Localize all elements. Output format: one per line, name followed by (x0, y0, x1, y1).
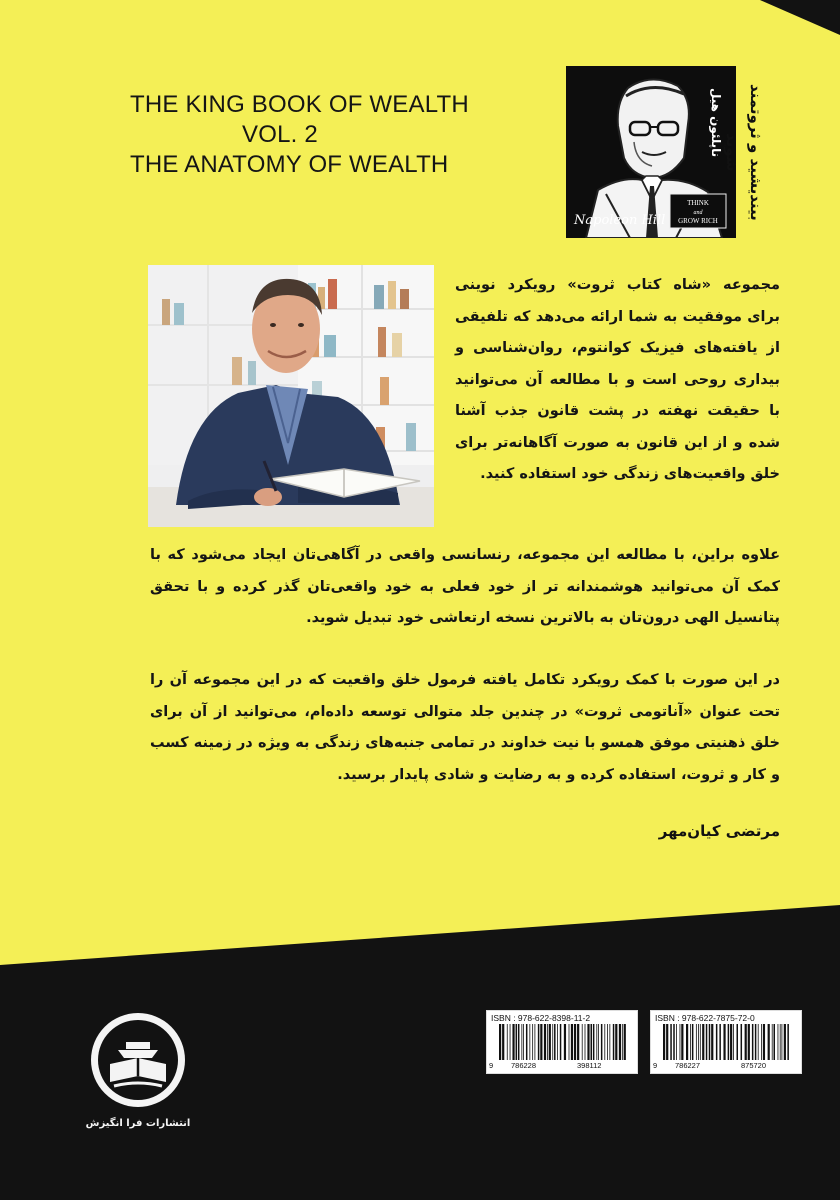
barcode-stripe (666, 1024, 668, 1060)
barcode-stripe (615, 1024, 617, 1060)
barcode-stripe (529, 1024, 530, 1060)
barcode-stripe (706, 1024, 708, 1060)
barcode-stripe (745, 1024, 747, 1060)
barcode-stripe (526, 1024, 528, 1060)
barcode-stripe (696, 1024, 697, 1060)
barcode-stripe (569, 1024, 570, 1060)
barcode-stripe (596, 1024, 597, 1060)
paragraph-2: علاوه براین، با مطالعه این مجموعه، رنسانسی واقعی در آگاهی‌تان ایجاد می‌شود که با کمک آن می‌توانید هوشمندانه تر از خود فعلی به خود واقعی‌تان گذر کرده و با تحقق پتانسیل الهی درون‌تان به بالاترین نسخه ارتعاشی خود تبدیل شوید. (150, 547, 780, 626)
barcode-stripe (540, 1024, 542, 1060)
barcode-digit-prefix: 9 (653, 1061, 658, 1070)
barcode-stripe (709, 1024, 711, 1060)
barcode-stripe (574, 1024, 576, 1060)
related-author-name: ناپلئون هیل (709, 88, 723, 158)
barcode-stripe (564, 1024, 566, 1060)
barcode-stripe (778, 1024, 779, 1060)
barcode-stripe (619, 1024, 621, 1060)
barcode-stripe (719, 1024, 721, 1060)
barcode-stripe (782, 1024, 783, 1060)
barcode-stripe (686, 1024, 688, 1060)
publisher-logo (88, 1010, 188, 1110)
barcode-stripe (613, 1024, 615, 1060)
barcode-stripe (502, 1024, 504, 1060)
barcode-stripe (755, 1024, 757, 1060)
english-title (130, 90, 469, 180)
barcode-stripe (752, 1024, 754, 1060)
barcode-stripe (549, 1024, 551, 1060)
barcode-stripe (571, 1024, 573, 1060)
barcode-stripe (774, 1024, 776, 1060)
barcode-stripe (670, 1024, 672, 1060)
barcode-stripe (624, 1024, 626, 1060)
badge-line-3: GROW RICH (678, 217, 718, 225)
barcode-stripe (557, 1024, 558, 1060)
barcode-stripe (692, 1024, 694, 1060)
title-line-1: THE KING BOOK OF WEALTH (130, 91, 469, 118)
barcode-stripe (728, 1024, 730, 1060)
isbn-label: ISBN : 978-622-7875-72-0 (655, 1013, 755, 1023)
barcode-stripe (604, 1024, 605, 1060)
barcode-digits-right: 875720 (741, 1061, 767, 1070)
barcode-stripe (681, 1024, 683, 1060)
barcode-stripe (507, 1024, 508, 1060)
barcode-stripe (741, 1024, 743, 1060)
barcode-stripe (598, 1024, 599, 1060)
barcode-stripe (607, 1024, 608, 1060)
barcode-stripe (591, 1024, 593, 1060)
barcode-stripe (499, 1024, 501, 1060)
barcode-stripe (523, 1024, 524, 1060)
barcode-vol1 (650, 1010, 802, 1074)
barcode-stripe (521, 1024, 522, 1060)
title-line-2: VOL. 2 (242, 121, 318, 148)
barcode-stripe (763, 1024, 765, 1060)
barcode-stripe (552, 1024, 553, 1060)
barcode-stripe (532, 1024, 533, 1060)
barcode-stripe (711, 1024, 713, 1060)
barcode-stripe (730, 1024, 732, 1060)
related-book-thumbnail (566, 66, 736, 238)
barcode-stripe (518, 1024, 520, 1060)
barcode-stripe (723, 1024, 725, 1060)
author-signature: Napoleon Hill (574, 213, 666, 228)
author-signature-farsi: مرتضی کیان‌مهر (658, 822, 780, 840)
barcode-stripe (601, 1024, 603, 1060)
barcode-stripe (784, 1024, 786, 1060)
paragraph-1: مجموعه «شاه کتاب ثروت» رویکرد نوینی برای موفقیت به شما ارائه می‌دهد که تلفیقی از یافته‌های فیزیک کوانتوم، روان‌شناسی و بیداری روحی است و با مطالعه آن می‌توانید با حقیقت نهفته در پشت قانون جذب آشنا شده و از این قانون به صورت آگاهانه‌تر برای خلق واقعیت‌های زندگی خود استفاده کنید. (455, 277, 780, 482)
badge-line-2: and (693, 210, 703, 216)
barcode-stripe (554, 1024, 556, 1060)
badge-line-1: THINK (687, 199, 709, 207)
barcode-stripe (622, 1024, 623, 1060)
publisher-name: انتشارات فرا انگیزش (85, 1118, 191, 1129)
barcode-stripe (758, 1024, 759, 1060)
barcode-stripe (516, 1024, 518, 1060)
barcode-stripe (512, 1024, 514, 1060)
barcode-stripe (663, 1024, 665, 1060)
barcode-stripe (748, 1024, 750, 1060)
barcode-stripe (577, 1024, 579, 1060)
barcode-digits-left: 786228 (511, 1061, 537, 1070)
barcode-stripe (716, 1024, 718, 1060)
barcode-stripe (768, 1024, 770, 1060)
barcode-stripe (737, 1024, 739, 1060)
isbn-label: ISBN : 978-622-8398-11-2 (491, 1013, 591, 1023)
barcode-stripe (535, 1024, 536, 1060)
barcode-stripe (680, 1024, 681, 1060)
barcode-stripe (609, 1024, 610, 1060)
barcode-stripe (761, 1024, 762, 1060)
barcode-bars (661, 1024, 791, 1060)
barcode-stripe (510, 1024, 511, 1060)
napoleon-hill-portrait (566, 66, 736, 238)
barcode-stripe (593, 1024, 595, 1060)
barcode-stripe (700, 1024, 701, 1060)
author-photo (148, 265, 434, 527)
title-line-3: THE ANATOMY OF WEALTH (130, 151, 449, 178)
barcode-stripe (733, 1024, 734, 1060)
barcode-stripe (544, 1024, 546, 1060)
related-book-title: بیندیشید و ثروتمند شوید (723, 83, 765, 221)
barcode-stripe (690, 1024, 691, 1060)
barcode-stripe (698, 1024, 699, 1060)
barcode-stripe (780, 1024, 781, 1060)
barcode-digit-prefix: 9 (489, 1061, 494, 1070)
barcode-stripe (702, 1024, 704, 1060)
barcode-stripe (772, 1024, 773, 1060)
barcode-stripe (560, 1024, 562, 1060)
barcode-stripe (547, 1024, 548, 1060)
barcode-stripe (587, 1024, 589, 1060)
barcode-digits-right: 398112 (577, 1061, 602, 1070)
barcode-stripe (538, 1024, 540, 1060)
barcode-bars (497, 1024, 627, 1060)
barcode-stripe (676, 1024, 677, 1060)
paragraph-3: در این صورت با کمک رویکرد تکامل یافته فرمول خلق واقعیت که در این مجموعه آن را تحت عنوان «آناتومی ثروت» در چندین جلد متوالی توسعه داده‌ام، می‌توانید از آن برای خلق ذهنیتی موفق همسو با نیت خداوند در تمامی جنبه‌های زندگی به ویژه در زمینه کسب و کار و ثروت، استفاده کرده و به رضایت و شادی پایدار برسید. (150, 672, 780, 783)
barcode-digits-left: 786227 (675, 1061, 701, 1070)
barcode-stripe (585, 1024, 586, 1060)
barcode-vol2 (486, 1010, 638, 1074)
barcode-stripe (787, 1024, 789, 1060)
barcode-stripe (582, 1024, 583, 1060)
barcode-stripe (673, 1024, 675, 1060)
